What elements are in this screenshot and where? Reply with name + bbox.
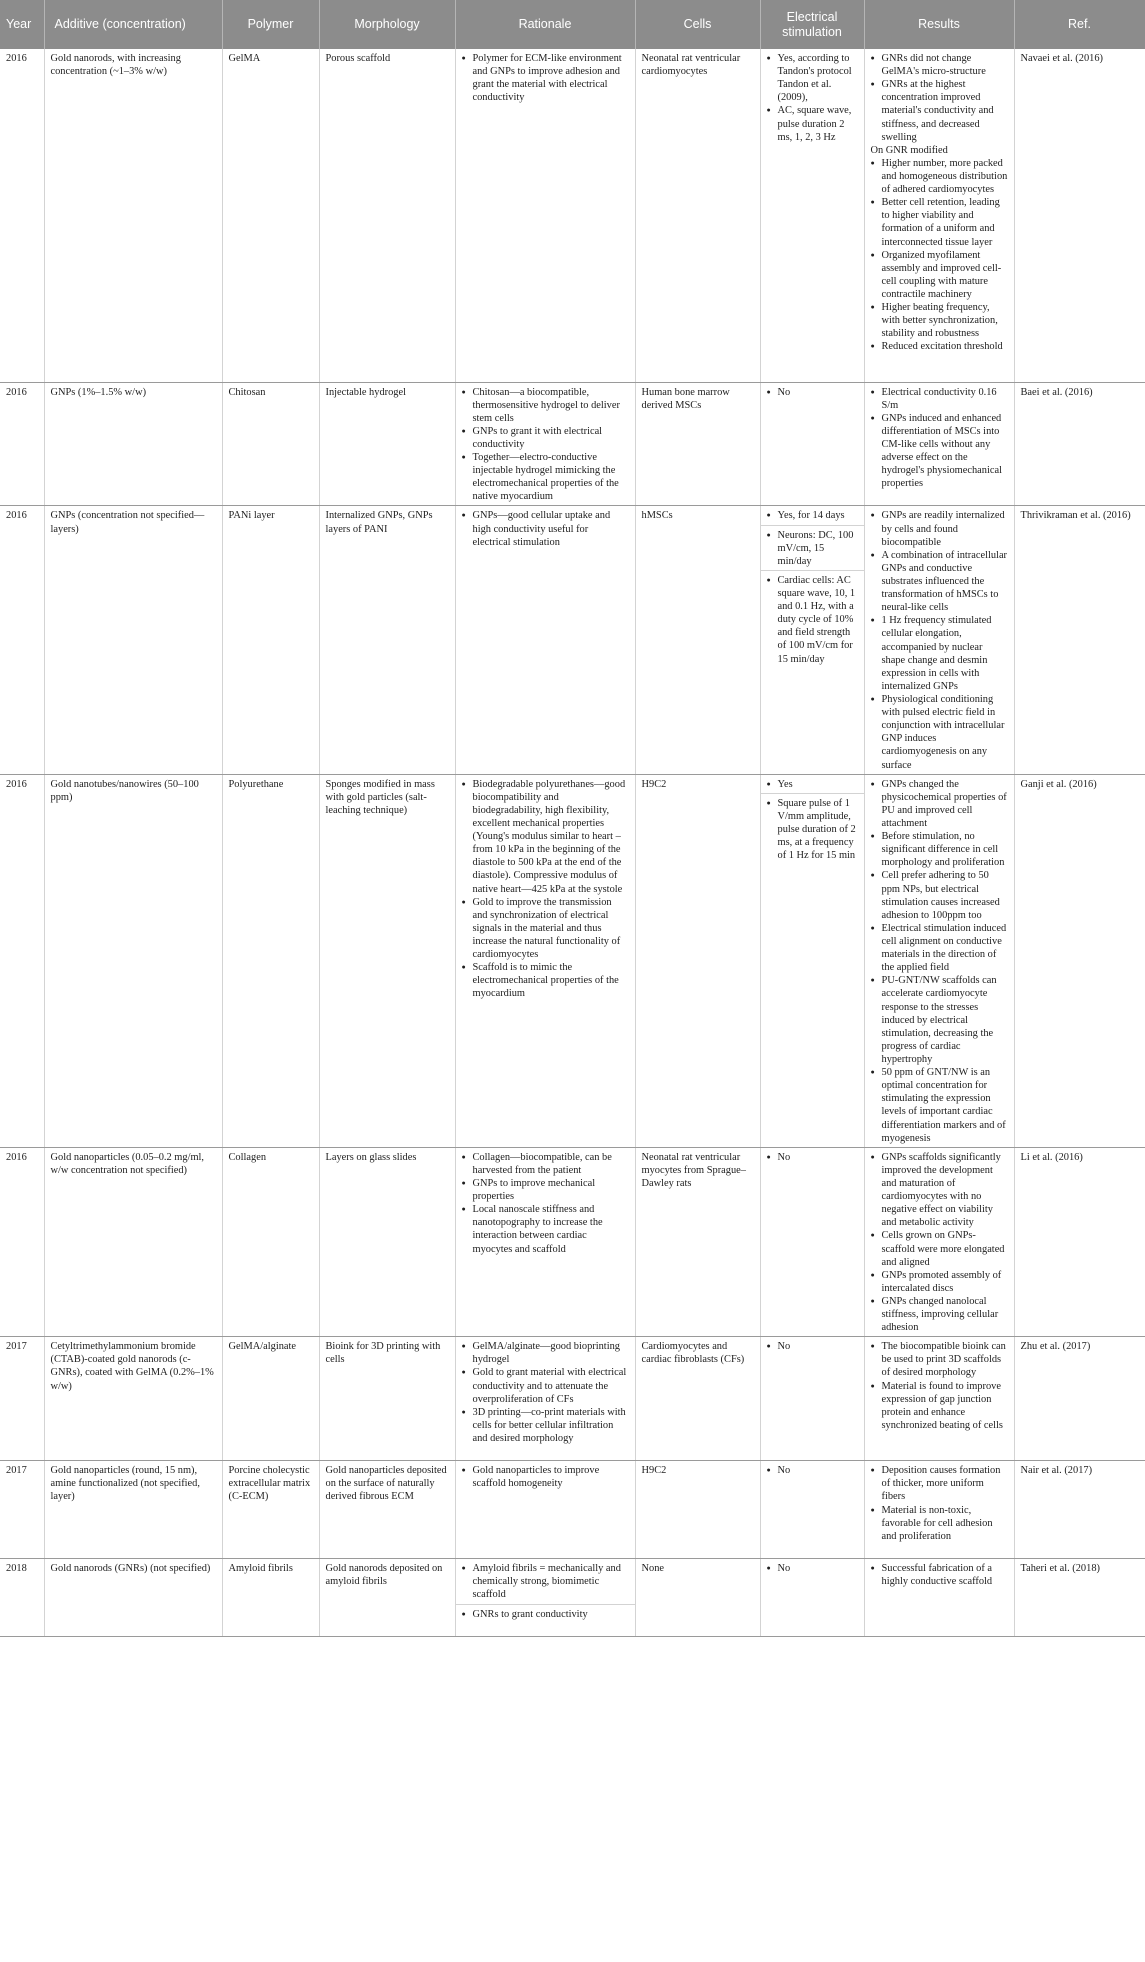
header-polymer: Polymer (222, 0, 319, 49)
stim-subcell (761, 794, 864, 865)
result-item: ● GNPs changed the physicochemical properties of PU and improved cell attachment (871, 778, 1008, 830)
stim-item: ● Square pulse of 1 V/mm amplitude, pulse duration of 2 ms, at a frequency of 1 Hz for 15 min (767, 797, 858, 863)
cell-stim (760, 774, 864, 1147)
cell-stim (760, 506, 864, 774)
result-subheading: On GNR modified (870, 144, 948, 156)
cell-ref: Thrivikraman et al. (2016) (1014, 506, 1145, 774)
result-item: ● 50 ppm of GNT/NW is an optimal concentration for stimulating the expression levels of important cardiac differentiation markers and of myogenesis (871, 1066, 1008, 1145)
rationale-item: ● Scaffold is to mimic the electromechanical properties of the myocardium (462, 961, 629, 1000)
cell-year: 2016 (0, 49, 44, 382)
cell-polymer: Amyloid fibrils (222, 1559, 319, 1637)
header-results: Results (864, 0, 1014, 49)
cell-year: 2016 (0, 506, 44, 774)
stim-item: ● No (767, 1464, 858, 1477)
cell-morphology: Injectable hydrogel (319, 382, 455, 506)
cell-year: 2016 (0, 382, 44, 506)
cell-morphology: Layers on glass slides (319, 1147, 455, 1337)
result-item: ● PU-GNT/NW scaffolds can accelerate cardiomyocyte response to the stresses induced by electrical stimulation, decreasing the progress of cardiac hypertrophy (871, 974, 1008, 1066)
header-ref: Ref. (1014, 0, 1145, 49)
header-year: Year (0, 0, 44, 49)
cell-results (864, 1461, 1014, 1559)
result-item: ● Organized myofilament assembly and improved cell-cell coupling with mature contractile machinery (871, 249, 1008, 301)
cell-stim (760, 1337, 864, 1461)
cell-results (864, 382, 1014, 506)
cell-polymer: Porcine cholecystic extracellular matrix (C-ECM) (222, 1461, 319, 1559)
rationale-item: ● Gold to grant material with electrical conductivity and to attenuate the overproliferation of CFs (462, 1366, 629, 1405)
cell-morphology: Sponges modified in mass with gold particles (salt-leaching technique) (319, 774, 455, 1147)
cell-results (864, 1337, 1014, 1461)
cell-results (864, 49, 1014, 382)
result-item: ● Cells grown on GNPs-scaffold were more elongated and aligned (871, 1229, 1008, 1268)
result-item: ● GNRs did not change GelMA's micro-structure (871, 52, 1008, 78)
cell-additive: Gold nanoparticles (0.05–0.2 mg/ml, w/w concentration not specified) (44, 1147, 222, 1337)
cell-ref: Baei et al. (2016) (1014, 382, 1145, 506)
cell-ref: Ganji et al. (2016) (1014, 774, 1145, 1147)
stim-item: ● No (767, 1562, 858, 1575)
result-item: ● GNPs induced and enhanced differentiation of MSCs into CM-like cells without any adverse effect on the hydrogel's physiomechanical properties (871, 412, 1008, 491)
result-item: ● Electrical conductivity 0.16 S/m (871, 386, 1008, 412)
cell-results (864, 1147, 1014, 1337)
stim-item: ● No (767, 1340, 858, 1353)
cell-stim (760, 382, 864, 506)
table-row (0, 49, 1145, 382)
cell-rationale (455, 49, 635, 382)
rationale-item: ● Amyloid fibrils = mechanically and chemically strong, biomimetic scaffold (462, 1562, 629, 1601)
result-item: ● Successful fabrication of a highly conductive scaffold (871, 1562, 1008, 1588)
cell-ref: Li et al. (2016) (1014, 1147, 1145, 1337)
rationale-item: ● Polymer for ECM-like environment and GNPs to improve adhesion and grant the material with electrical conductivity (462, 52, 629, 104)
rationale-item: ● Together—electro-conductive injectable hydrogel mimicking the electromechanical properties of the native myocardium (462, 451, 629, 503)
cell-cells: H9C2 (635, 774, 760, 1147)
cell-ref: Zhu et al. (2017) (1014, 1337, 1145, 1461)
cell-cells: hMSCs (635, 506, 760, 774)
header-row (0, 0, 1145, 49)
header-morphology: Morphology (319, 0, 455, 49)
cell-rationale (455, 382, 635, 506)
result-item: ● Cell prefer adhering to 50 ppm NPs, but electrical stimulation causes increased adhesion to 100ppm too (871, 869, 1008, 921)
cell-morphology: Porous scaffold (319, 49, 455, 382)
cell-additive: Gold nanoparticles (round, 15 nm), amine functionalized (not specified, layer) (44, 1461, 222, 1559)
cell-ref: Navaei et al. (2016) (1014, 49, 1145, 382)
cell-polymer: Collagen (222, 1147, 319, 1337)
rationale-item: ● Biodegradable polyurethanes—good biocompatibility and biodegradability, high flexibility, excellent mechanical properties (Young's modulus similar to heart –from 10 kPa in the beginning of the diastole to 500 kPa at the end of the diastole). Compressive modulus of native heart—425 kPa at the systole (462, 778, 629, 896)
cell-cells: Cardiomyocytes and cardiac fibroblasts (CFs) (635, 1337, 760, 1461)
rationale-subcell (456, 1559, 635, 1604)
cell-additive: Gold nanotubes/nanowires (50–100 ppm) (44, 774, 222, 1147)
result-item: ● The biocompatible bioink can be used to print 3D scaffolds of desired morphology (871, 1340, 1008, 1379)
stim-item: ● Yes (767, 778, 858, 791)
cell-year: 2017 (0, 1461, 44, 1559)
cell-cells: Neonatal rat ventricular cardiomyocytes (635, 49, 760, 382)
rationale-item: ● Collagen—biocompatible, can be harvested from the patient (462, 1151, 629, 1177)
table-row (0, 1559, 1145, 1637)
result-item: ● A combination of intracellular GNPs and conductive substrates influenced the transformation of hMSCs to neural-like cells (871, 549, 1008, 615)
cell-morphology: Bioink for 3D printing with cells (319, 1337, 455, 1461)
stim-item: ● Yes, according to Tandon's protocol Tandon et al. (2009), (767, 52, 858, 104)
cell-polymer: Chitosan (222, 382, 319, 506)
cell-polymer: Polyurethane (222, 774, 319, 1147)
cell-results (864, 506, 1014, 774)
cell-ref: Taheri et al. (2018) (1014, 1559, 1145, 1637)
cell-rationale (455, 1461, 635, 1559)
result-item: ● Physiological conditioning with pulsed electric field in conjunction with intracellular GNP induces cardiomyogenesis on any surface (871, 693, 1008, 772)
result-item: ● Reduced excitation threshold (871, 340, 1008, 353)
cell-ref: Nair et al. (2017) (1014, 1461, 1145, 1559)
result-item: ● Material is found to improve expression of gap junction protein and enhance synchronized beating of cells (871, 1380, 1008, 1432)
rationale-item: ● GNPs—good cellular uptake and high conductivity useful for electrical stimulation (462, 509, 629, 548)
table-row (0, 1337, 1145, 1461)
result-item: ● GNRs at the highest concentration improved material's conductivity and stiffness, and decreased swelling (871, 78, 1008, 144)
cell-cells: Human bone marrow derived MSCs (635, 382, 760, 506)
cell-morphology: Gold nanoparticles deposited on the surface of naturally derived fibrous ECM (319, 1461, 455, 1559)
table-row (0, 506, 1145, 774)
result-item: ● Material is non-toxic, favorable for cell adhesion and proliferation (871, 1504, 1008, 1543)
header-cells: Cells (635, 0, 760, 49)
cell-year: 2018 (0, 1559, 44, 1637)
result-item: ● Higher number, more packed and homogeneous distribution of adhered cardiomyocytes (871, 157, 1008, 196)
cell-year: 2016 (0, 1147, 44, 1337)
table-row (0, 774, 1145, 1147)
result-item: ● Before stimulation, no significant difference in cell morphology and proliferation (871, 830, 1008, 869)
rationale-item: ● GNRs to grant conductivity (462, 1608, 629, 1621)
cell-rationale (455, 1337, 635, 1461)
result-item: ● Electrical stimulation induced cell alignment on conductive materials in the direction of the applied field (871, 922, 1008, 974)
stim-item: ● Yes, for 14 days (767, 509, 858, 522)
stim-item: ● Neurons: DC, 100 mV/cm, 15 min/day (767, 529, 858, 568)
cell-additive: Cetyltrimethylammonium bromide (CTAB)-coated gold nanorods (c-GNRs), coated with GelMA (0.2%–1% w/w) (44, 1337, 222, 1461)
cell-cells: H9C2 (635, 1461, 760, 1559)
stim-item: ● Cardiac cells: AC square wave, 10, 1 and 0.1 Hz, with a duty cycle of 10% and field strength of 100 mV/cm for 15 min/day (767, 574, 858, 666)
cell-morphology: Internalized GNPs, GNPs layers of PANI (319, 506, 455, 774)
stim-subcell (761, 526, 864, 571)
rationale-item: ● Local nanoscale stiffness and nanotopography to increase the interaction between cardiac myocytes and scaffold (462, 1203, 629, 1255)
table-row (0, 1147, 1145, 1337)
cell-rationale (455, 1559, 635, 1637)
result-item: ● Deposition causes formation of thicker, more uniform fibers (871, 1464, 1008, 1503)
cell-additive: GNPs (concentration not specified—layers) (44, 506, 222, 774)
cell-polymer: GelMA (222, 49, 319, 382)
stim-item: ● No (767, 386, 858, 399)
cell-stim (760, 1147, 864, 1337)
result-item: ● GNPs promoted assembly of intercalated discs (871, 1269, 1008, 1295)
result-item: ● GNPs scaffolds significantly improved the development and maturation of cardiomyocytes with no negative effect on viability and metabolic activity (871, 1151, 1008, 1230)
cell-results (864, 1559, 1014, 1637)
cell-morphology: Gold nanorods deposited on amyloid fibrils (319, 1559, 455, 1637)
cell-rationale (455, 506, 635, 774)
rationale-item: ● Gold nanoparticles to improve scaffold homogeneity (462, 1464, 629, 1490)
rationale-subcell (456, 1605, 635, 1623)
rationale-item: ● GNPs to improve mechanical properties (462, 1177, 629, 1203)
table-row (0, 1461, 1145, 1559)
cell-stim (760, 49, 864, 382)
header-additive: Additive (concentration) (44, 0, 222, 49)
cell-results (864, 774, 1014, 1147)
cell-cells: Neonatal rat ventricular myocytes from Sprague–Dawley rats (635, 1147, 760, 1337)
rationale-item: ● GelMA/alginate—good bioprinting hydrogel (462, 1340, 629, 1366)
cell-polymer: PANi layer (222, 506, 319, 774)
cell-cells: None (635, 1559, 760, 1637)
cell-additive: Gold nanorods, with increasing concentration (~1–3% w/w) (44, 49, 222, 382)
result-item: ● Higher beating frequency, with better synchronization, stability and robustness (871, 301, 1008, 340)
result-item: ● Better cell retention, leading to higher viability and formation of a uniform and interconnected tissue layer (871, 196, 1008, 248)
rationale-item: ● GNPs to grant it with electrical conductivity (462, 425, 629, 451)
rationale-item: ● Chitosan—a biocompatible, thermosensitive hydrogel to deliver stem cells (462, 386, 629, 425)
rationale-item: ● Gold to improve the transmission and synchronization of electrical signals in the material and thus increase the natural functionality of cardiomyocytes (462, 896, 629, 962)
cell-year: 2017 (0, 1337, 44, 1461)
cell-additive: Gold nanorods (GNRs) (not specified) (44, 1559, 222, 1637)
table-row (0, 382, 1145, 506)
cell-polymer: GelMA/alginate (222, 1337, 319, 1461)
stim-subcell (761, 571, 864, 668)
cell-year: 2016 (0, 774, 44, 1147)
result-item: ● GNPs are readily internalized by cells and found biocompatible (871, 509, 1008, 548)
header-rationale: Rationale (455, 0, 635, 49)
stim-subcell (761, 506, 864, 525)
result-item: ● 1 Hz frequency stimulated cellular elongation, accompanied by nuclear shape change and desmin expression in cells with internalized GNPs (871, 614, 1008, 693)
cell-rationale (455, 1147, 635, 1337)
cell-stim (760, 1559, 864, 1637)
header-electrical-stimulation: Electrical stimulation (760, 0, 864, 49)
stim-subcell (761, 775, 864, 794)
cell-rationale (455, 774, 635, 1147)
result-item: ● GNPs changed nanolocal stiffness, improving cellular adhesion (871, 1295, 1008, 1334)
cell-stim (760, 1461, 864, 1559)
cell-additive: GNPs (1%–1.5% w/w) (44, 382, 222, 506)
rationale-item: ● 3D printing—co-print materials with cells for better cellular infiltration and desired morphology (462, 1406, 629, 1445)
stim-item: ● No (767, 1151, 858, 1164)
stim-item: ● AC, square wave, pulse duration 2 ms, 1, 2, 3 Hz (767, 104, 858, 143)
